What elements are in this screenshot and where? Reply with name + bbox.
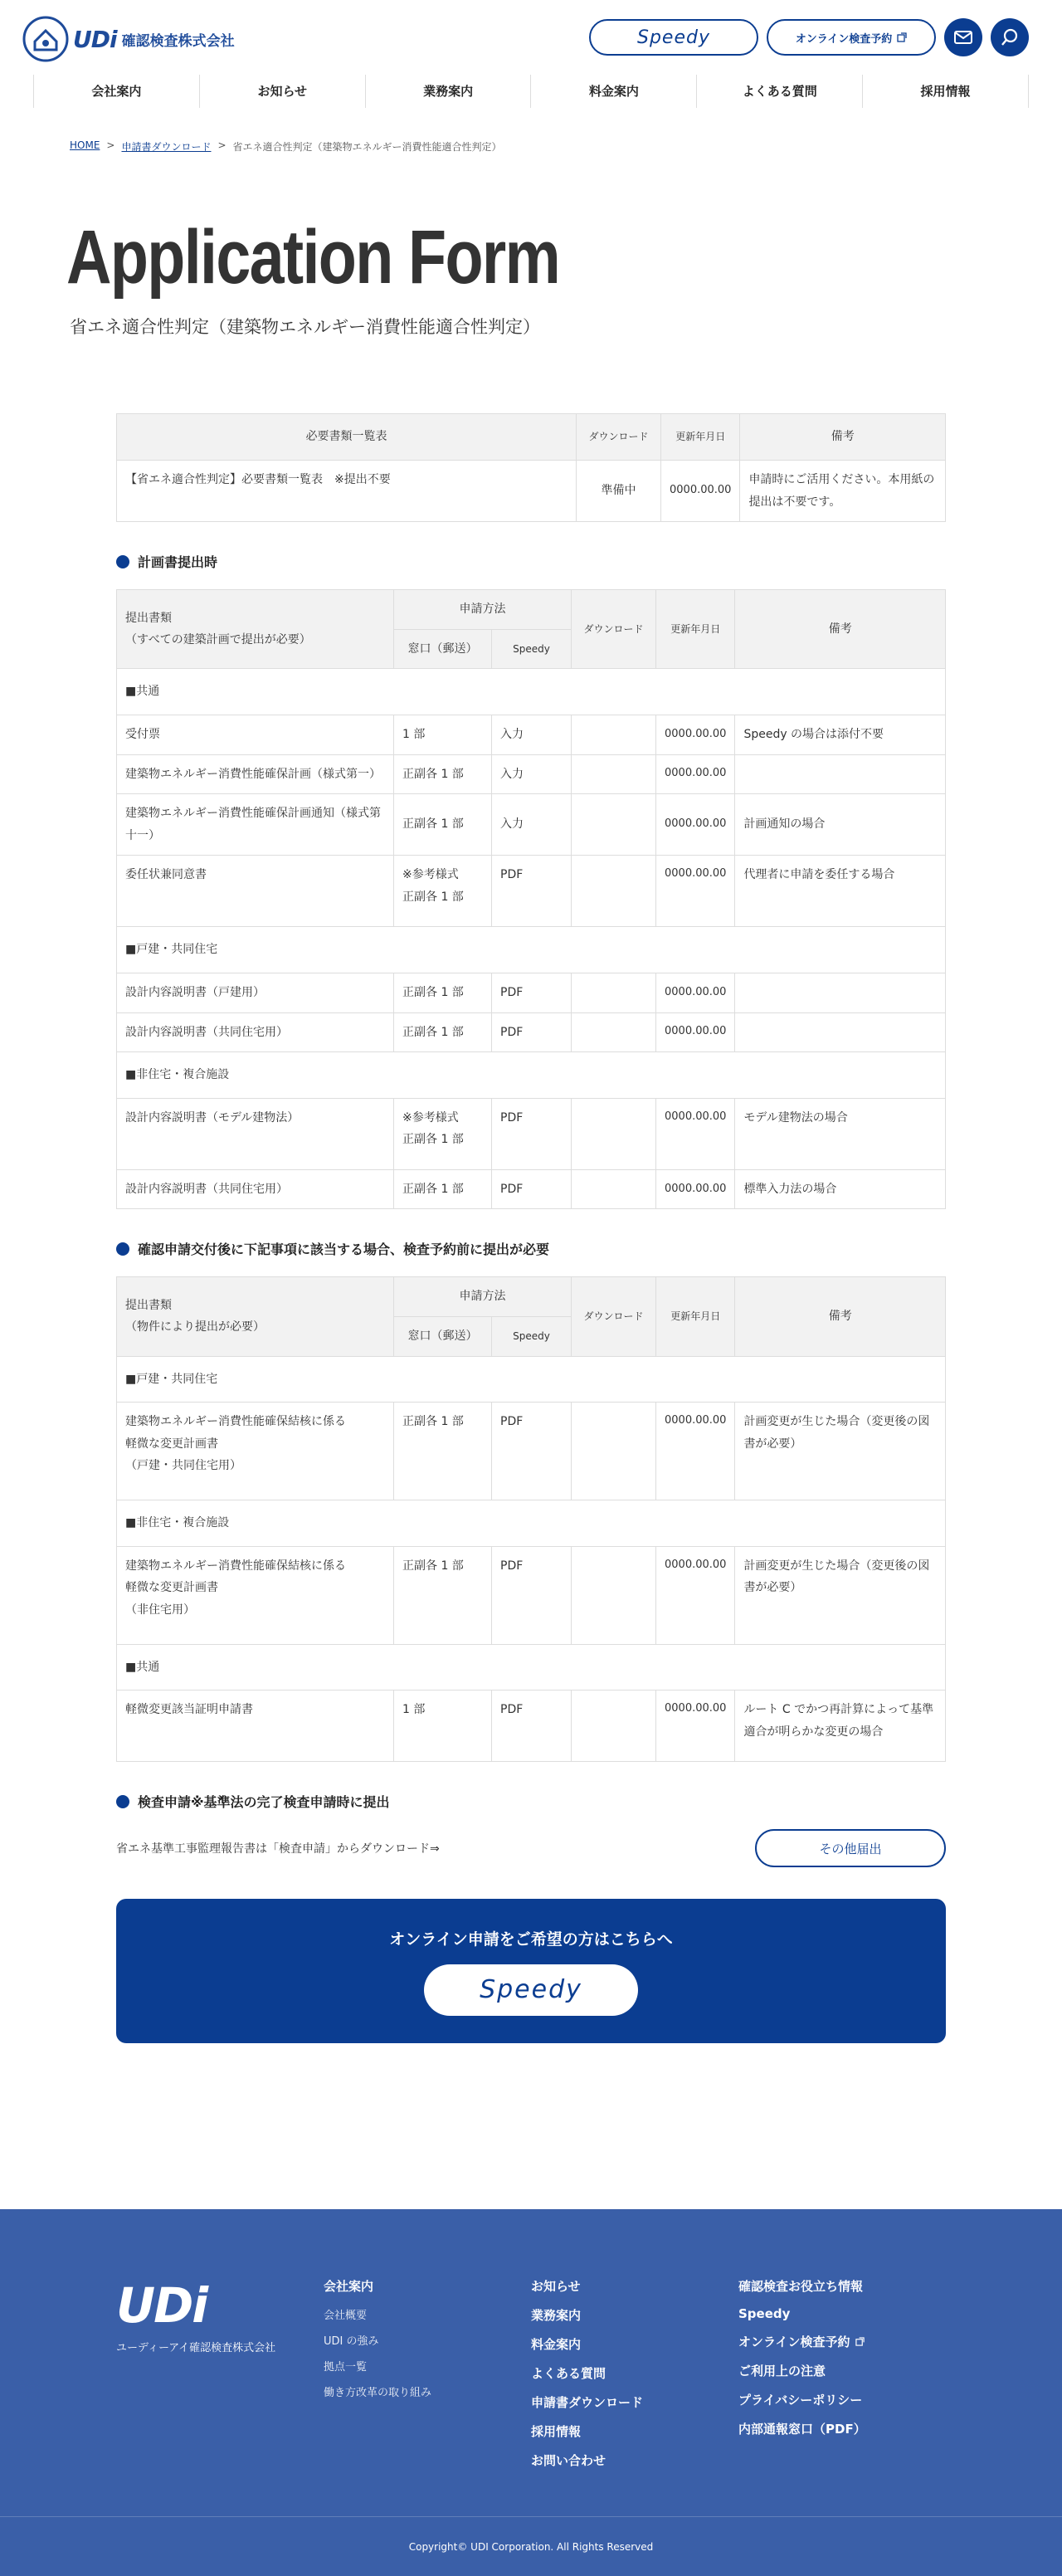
download-status: 準備中 (577, 461, 661, 522)
group-row: ■共通 (117, 1644, 946, 1690)
download-cell[interactable] (572, 715, 656, 754)
table-row: 建築物エネルギー消費性能確保計画（様式第一） 正副各 1 部 入力 0000.00.00 (117, 754, 946, 794)
col-header-window: 窓口（郵送） (394, 629, 492, 669)
col-header-name: 必要書類一覧表 (117, 414, 577, 461)
download-cell[interactable] (572, 973, 656, 1012)
col-header-name: 提出書類 （物件により提出が必要） (117, 1277, 394, 1356)
table-header-row (117, 1277, 946, 1317)
other-notifications-button[interactable]: その他届出 (755, 1829, 946, 1867)
page-title: Application Form (66, 215, 560, 300)
nav-item-recruit[interactable]: 採用情報 (862, 75, 1029, 108)
col-header-download: ダウンロード (572, 1277, 656, 1356)
footer-link[interactable]: 確認検査お役立ち情報 (738, 2279, 864, 2294)
table-row: 設計内容説明書（共同住宅用） 正副各 1 部 PDF 0000.00.00 (117, 1012, 946, 1052)
col-header-date: 更新年月日 (661, 414, 740, 461)
table-row: 建築物エネルギー消費性能確保計画通知（様式第十一） 正副各 1 部 入力 0000.00.00 計画通知の場合 (117, 794, 946, 856)
footer-link[interactable]: 働き方改革の取り組み (324, 2387, 432, 2399)
footer-corp-name: ユーディーアイ確認検査株式会社 (116, 2342, 276, 2354)
footer-link[interactable]: 採用情報 (531, 2424, 582, 2439)
footer-link[interactable]: よくある質問 (531, 2366, 607, 2381)
table-row: 建築物エネルギー消費性能確保結核に係る 軽微な変更計画書 （戸建・共同住宅用） 正副各 1 部 PDF 0000.00.00 計画変更が生じた場合（変更後の図書が必要） (117, 1403, 946, 1500)
footer-link[interactable]: お問い合わせ (531, 2453, 607, 2468)
breadcrumb-home[interactable]: HOME (70, 139, 100, 151)
online-application-text: オンライン申請をご希望の方はこちらへ (389, 1930, 673, 1949)
table-row: 委任状兼同意書 ※参考様式 正副各 1 部 PDF 0000.00.00 代理者に申請を委任する場合 (117, 856, 946, 927)
search-icon (1001, 28, 1019, 46)
site-header (0, 0, 1062, 99)
speedy-button[interactable]: Speedy (589, 19, 758, 56)
section-title: 計画書提出時 (116, 552, 946, 571)
nav-item-company[interactable]: 会社案内 (33, 75, 199, 108)
group-row: ■非住宅・複合施設 (117, 1500, 946, 1547)
footer-link[interactable]: 拠点一覧 (324, 2361, 368, 2374)
footer-link[interactable]: 申請書ダウンロード (531, 2395, 644, 2410)
mail-button[interactable] (944, 18, 982, 56)
change-submission-table (116, 1276, 946, 1762)
group-row: ■戸建・共同住宅 (117, 927, 946, 973)
breadcrumb-download[interactable]: 申請書ダウンロード (121, 141, 212, 153)
col-header-name: 提出書類 （すべての建築計画で提出が必要） (117, 590, 394, 669)
download-cell[interactable] (572, 1169, 656, 1209)
footer-logo[interactable] (116, 2277, 275, 2354)
download-cell[interactable] (572, 1690, 656, 1762)
mail-icon (954, 31, 972, 44)
footer-link[interactable]: 業務案内 (531, 2308, 582, 2323)
table-header-row (117, 590, 946, 630)
footer-link[interactable]: プライバシーポリシー (738, 2393, 863, 2408)
section-title: 検査申請※基準法の完了検査申請時に提出 (116, 1792, 946, 1811)
col-header-date: 更新年月日 (656, 590, 735, 669)
download-cell[interactable] (572, 856, 656, 927)
col-header-method: 申請方法 (394, 590, 572, 630)
footer-link[interactable]: 料金案内 (531, 2337, 582, 2352)
table-row: 設計内容説明書（戸建用） 正副各 1 部 PDF 0000.00.00 (117, 973, 946, 1012)
group-row: ■戸建・共同住宅 (117, 1356, 946, 1403)
footer-link[interactable]: 内部通報窓口（PDF） (738, 2422, 866, 2437)
external-link-icon (897, 32, 907, 42)
col-header-download: ダウンロード (577, 414, 661, 461)
footer-col-main (531, 2277, 643, 2481)
online-reservation-label: オンライン検査予約 (795, 32, 893, 46)
doc-note: 申請時にご活用ください。本用紙の提出は不要です。 (740, 461, 946, 522)
group-row: ■非住宅・複合施設 (117, 1052, 946, 1099)
plan-submission-table (116, 589, 946, 1209)
footer-link[interactable]: Speedy (738, 2306, 791, 2321)
footer-link[interactable]: ご利用上の注意 (738, 2364, 826, 2378)
site-footer (0, 2209, 1062, 2576)
bullet-dot-icon (116, 555, 129, 568)
bullet-dot-icon (116, 1242, 129, 1256)
house-logo-icon (22, 15, 70, 63)
col-header-method: 申請方法 (394, 1277, 572, 1317)
footer-link[interactable]: UDI の強み (324, 2335, 379, 2348)
col-header-speedy: Speedy (492, 1316, 572, 1356)
nav-item-fees[interactable]: 料金案内 (530, 75, 696, 108)
breadcrumb (70, 139, 502, 154)
main-content (116, 413, 946, 2043)
download-cell[interactable] (572, 794, 656, 856)
table-row: 軽微変更該当証明申請書 1 部 PDF 0000.00.00 ルート C でかつ再計算によって基準適合が明らかな変更の場合 (117, 1690, 946, 1762)
breadcrumb-current: 省エネ適合性判定（建築物エネルギー消費性能適合性判定） (232, 141, 502, 153)
download-cell[interactable] (572, 1012, 656, 1052)
page-subtitle: 省エネ適合性判定（建築物エネルギー消費性能適合性判定） (70, 317, 540, 337)
global-nav (33, 75, 1029, 108)
section-title: 確認申請交付後に下記事項に該当する場合、検査予約前に提出が必要 (116, 1239, 946, 1258)
group-row: ■共通 (117, 669, 946, 715)
breadcrumb-separator: > (217, 139, 227, 151)
footer-link[interactable]: オンライン検査予約 (738, 2333, 866, 2350)
search-button[interactable] (991, 18, 1029, 56)
col-header-note: 備考 (740, 414, 946, 461)
copyright: Copyright© UDI Corporation. All Rights Reserved (408, 2541, 654, 2553)
external-link-icon (855, 2337, 865, 2346)
site-logo[interactable] (22, 15, 235, 63)
breadcrumb-separator: > (106, 139, 115, 151)
col-header-download: ダウンロード (572, 590, 656, 669)
download-cell[interactable] (572, 1403, 656, 1500)
footer-link[interactable]: お知らせ (531, 2279, 581, 2294)
nav-item-news[interactable]: お知らせ (199, 75, 365, 108)
header-actions (589, 18, 1029, 56)
col-header-speedy: Speedy (492, 629, 572, 669)
footer-col-info (738, 2277, 866, 2449)
table-row: 受付票 1 部 入力 0000.00.00 Speedy の場合は添付不要 (117, 715, 946, 754)
inspection-text: 省エネ基準工事監理報告書は「検査申請」からダウンロード⇒ (116, 1842, 440, 1856)
online-application-banner (116, 1899, 946, 2043)
col-header-note: 備考 (735, 590, 946, 669)
update-date: 0000.00.00 (661, 461, 740, 522)
footer-link[interactable]: 会社概要 (324, 2310, 368, 2322)
download-cell[interactable] (572, 1098, 656, 1169)
speedy-banner-button[interactable]: Speedy (424, 1964, 638, 2016)
summary-table (116, 413, 946, 522)
table-row: 設計内容説明書（共同住宅用） 正副各 1 部 PDF 0000.00.00 標準入力法の場合 (117, 1169, 946, 1209)
nav-item-services[interactable]: 業務案内 (365, 75, 531, 108)
footer-logo-mark: UDi (116, 2277, 207, 2334)
footer-link[interactable]: 会社案内 (324, 2279, 374, 2294)
logo-corp-text: 確認検査株式会社 (121, 32, 235, 50)
online-reservation-button[interactable] (767, 19, 936, 56)
table-row: 建築物エネルギー消費性能確保結核に係る 軽微な変更計画書 （非住宅用） 正副各 1 部 PDF 0000.00.00 計画変更が生じた場合（変更後の図書が必要） (117, 1546, 946, 1644)
footer-col-company (324, 2277, 431, 2409)
download-cell[interactable] (572, 1546, 656, 1644)
col-header-date: 更新年月日 (656, 1277, 735, 1356)
bullet-dot-icon (116, 1795, 129, 1808)
logo-udi-text: UDi (73, 25, 117, 53)
table-header-row (117, 414, 946, 461)
table-row: 設計内容説明書（モデル建物法） ※参考様式 正副各 1 部 PDF 0000.00.00 モデル建物法の場合 (117, 1098, 946, 1169)
col-header-note: 備考 (735, 1277, 946, 1356)
table-row (117, 461, 946, 522)
nav-item-faq[interactable]: よくある質問 (696, 75, 862, 108)
inspection-row (116, 1829, 946, 1867)
col-header-window: 窓口（郵送） (394, 1316, 492, 1356)
footer-divider (0, 2516, 1062, 2517)
doc-name: 【省エネ適合性判定】必要書類一覧表 ※提出不要 (117, 461, 577, 522)
download-cell[interactable] (572, 754, 656, 794)
